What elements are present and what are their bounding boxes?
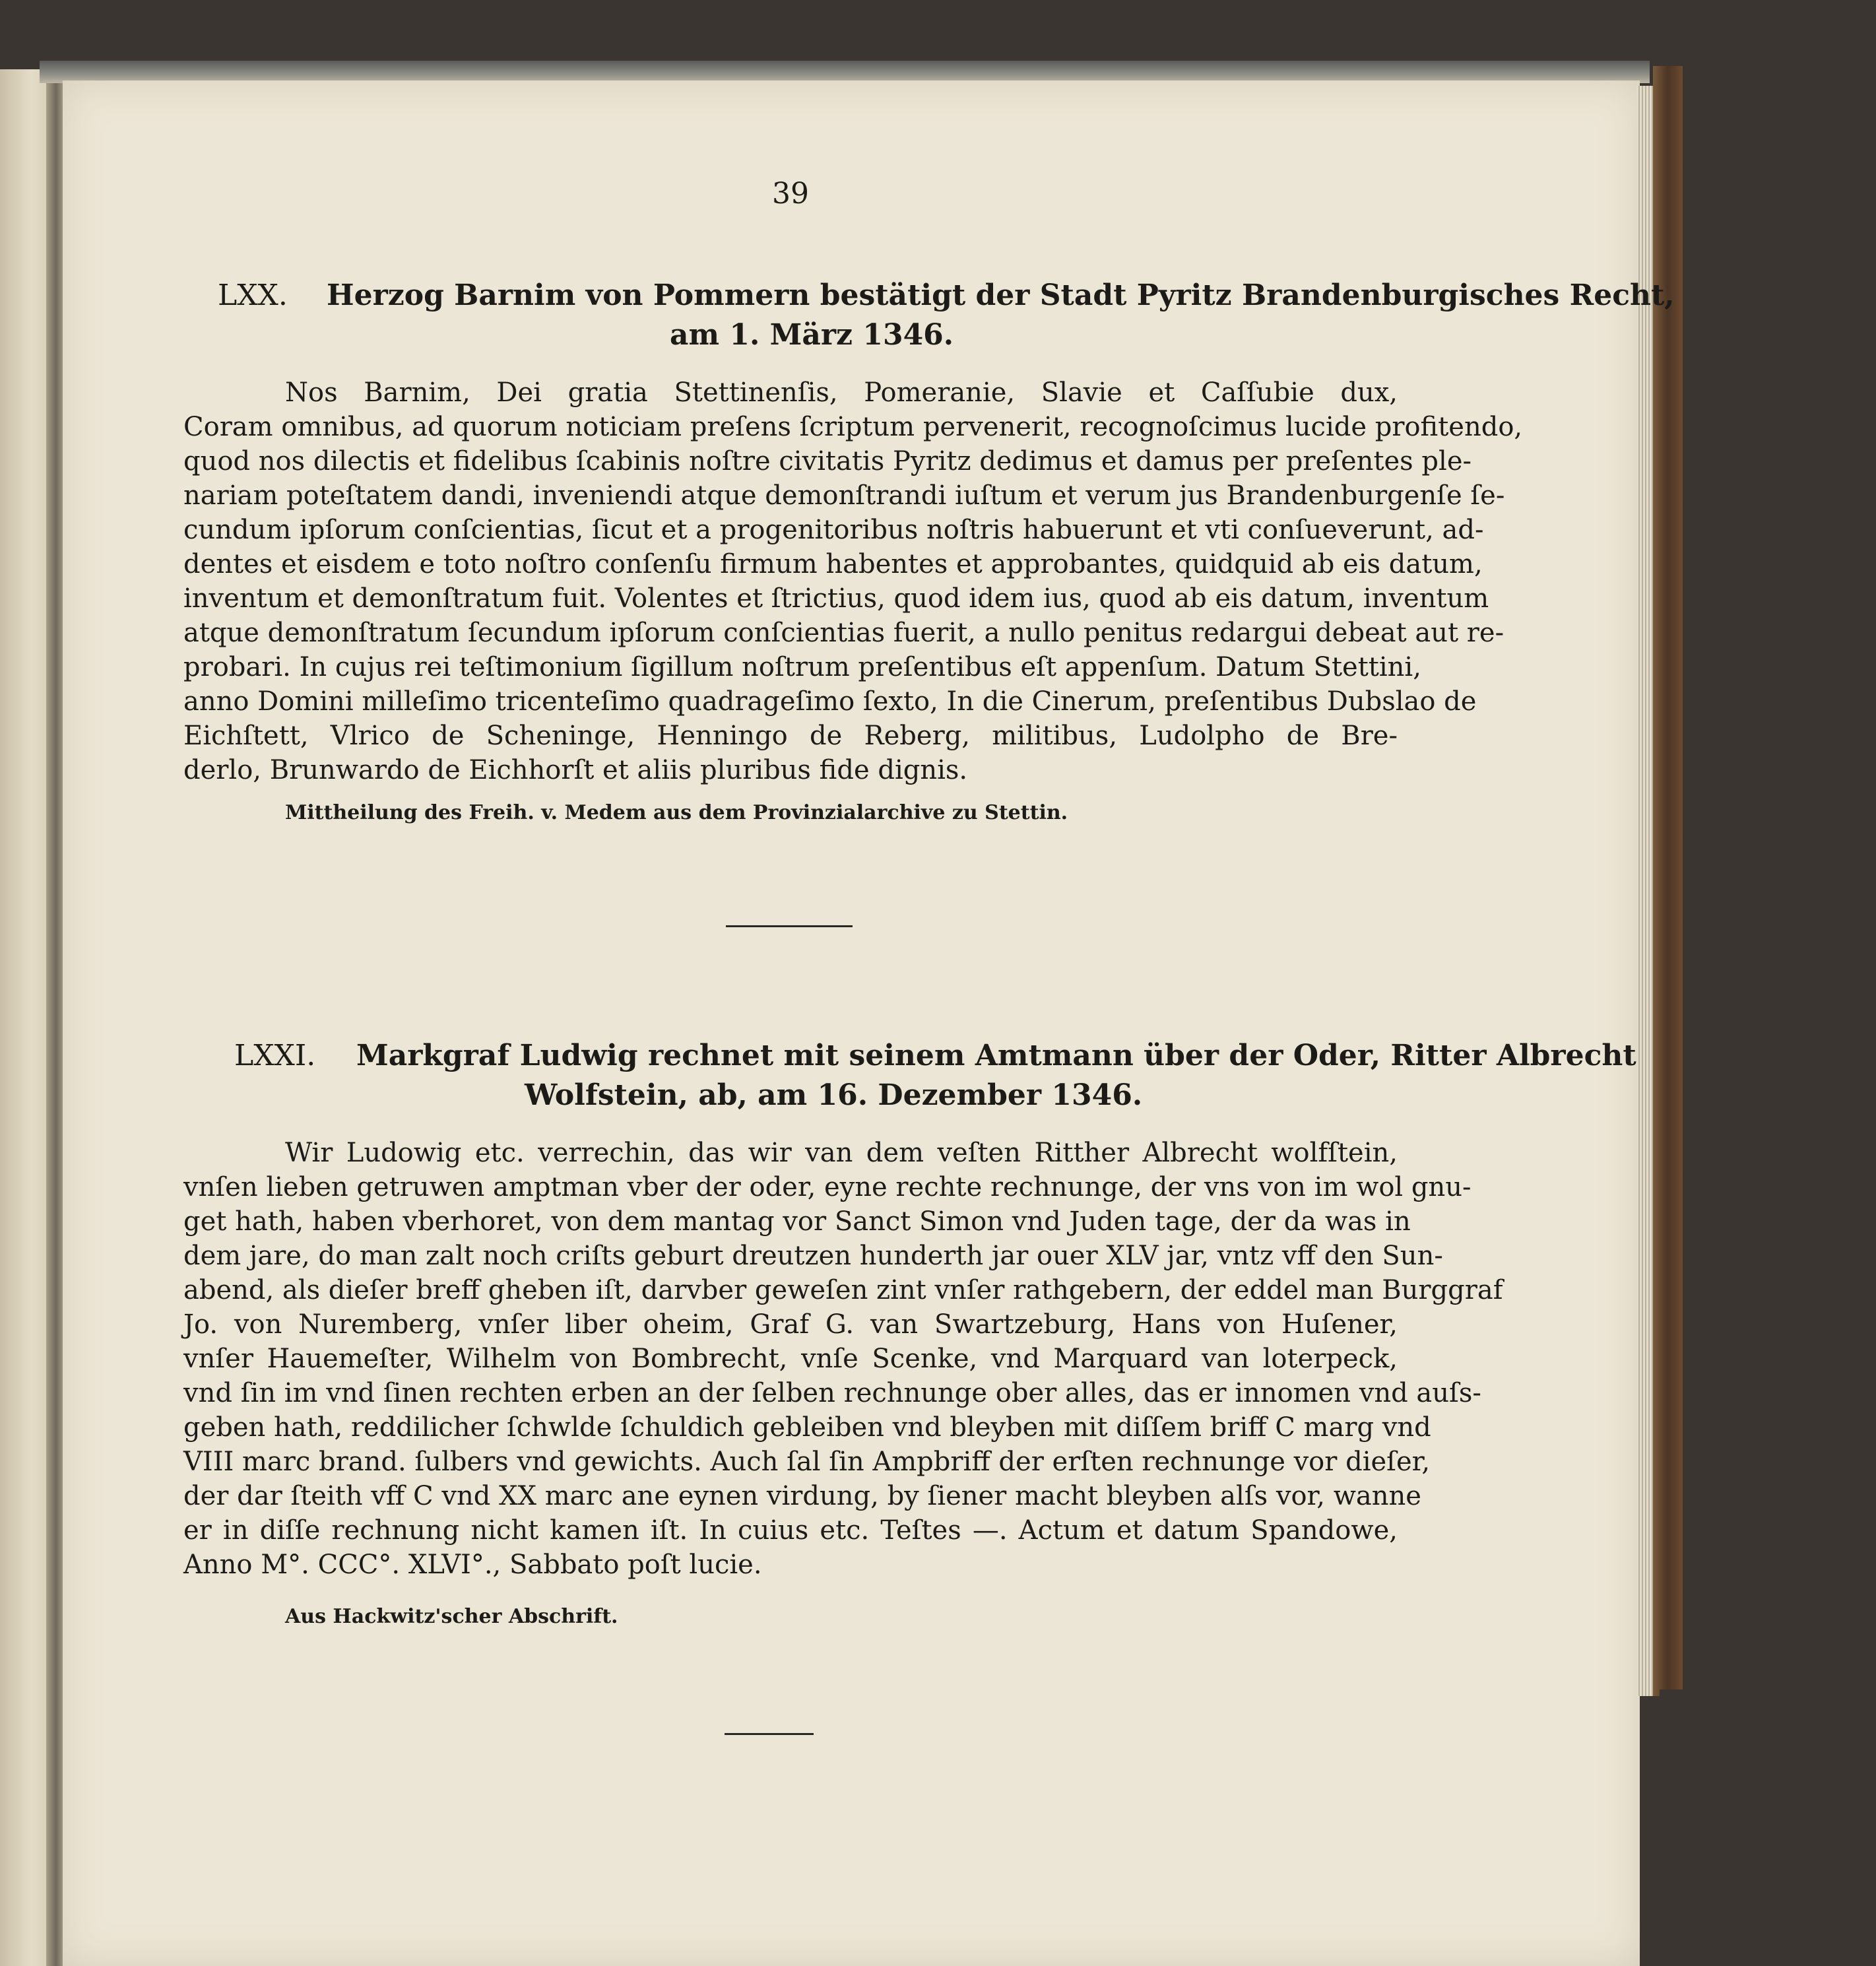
body-line: probari. In cujus rei teſtimonium ſigillum noſtrum preſentibus eſt appenſum. Datum Stettini,	[183, 652, 1421, 682]
source-note: Mittheilung des Freih. v. Medem aus dem Provinzialarchive zu Stettin.	[285, 801, 1068, 824]
body-line: dentes et eisdem e toto noſtro conſenſu firmum habentes et approbantes, quidquid ab eis datum,	[183, 549, 1483, 579]
section-divider	[726, 925, 853, 927]
body-line: er in diſſe rechnung nicht kamen iſt. In cuius etc. Teſtes —. Actum et datum Spandowe,	[183, 1515, 1398, 1546]
body-line: Jo. von Nuremberg, vnſer liber oheim, Graf G. van Swartzeburg, Hans von Huſener,	[183, 1309, 1398, 1340]
book-top-edge	[40, 61, 1650, 83]
body-line: cundum ipſorum conſcientias, ſicut et a progenitoribus noſtris habuerunt et vti conſueverunt, ad-	[183, 515, 1484, 545]
source-note: Aus Hackwitz'scher Abschrift.	[285, 1605, 618, 1628]
body-line: der dar ſteith vff C vnd XX marc ane eynen virdung, by ſiener macht bleyben alſs vor, wanne	[183, 1481, 1421, 1511]
body-line: vnſer Hauemeſter, Wilhelm von Bombrecht, vnſe Scenke, vnd Marquard van loterpeck,	[183, 1344, 1398, 1374]
section-title-line1: Herzog Barnim von Pommern bestätigt der Stadt Pyritz Brandenburgisches Recht,	[327, 279, 1675, 312]
body-line: geben hath, reddilicher ſchwlde ſchuldich gebleiben vnd bleyben mit diſſem briff C marg vnd	[183, 1412, 1431, 1443]
section-divider	[725, 1733, 814, 1735]
section-numeral: LXX.	[218, 279, 288, 312]
body-line: nariam poteſtatem dandi, inveniendi atque demonſtrandi iuſtum et verum jus Brandenburgenſe ſe-	[183, 480, 1505, 511]
body-line: Coram omnibus, ad quorum noticiam preſens ſcriptum pervenerit, recognoſcimus lucide profitendo,	[183, 412, 1523, 442]
body-line: atque demonſtratum ſecundum ipſorum conſcientias fuerit, a nullo penitus redargui debeat aut re-	[183, 618, 1504, 648]
body-line: Wir Ludowig etc. verrechin, das wir van dem veſten Ritther Albrecht wolfſtein,	[285, 1138, 1398, 1168]
background-corner	[1660, 1689, 1686, 1966]
section-title-line2: am 1. März 1346.	[670, 318, 954, 352]
body-line: derlo, Brunwardo de Eichhorſt et aliis pluribus fide dignis.	[183, 755, 968, 785]
section-title-line1: Markgraf Ludwig rechnet mit seinem Amtmann über der Oder, Ritter Albrecht	[356, 1039, 1636, 1072]
page-sheet	[63, 81, 1640, 1966]
body-line: get hath, haben vberhoret, von dem mantag vor Sanct Simon vnd Juden tage, der da was in	[183, 1206, 1411, 1237]
left-page-edge	[0, 69, 51, 1966]
body-line: abend, als dieſer breff gheben iſt, darvber geweſen zint vnſer rathgebern, der eddel man Burggraf	[183, 1275, 1503, 1305]
section-title-line2: Wolfstein, ab, am 16. Dezember 1346.	[525, 1078, 1143, 1112]
body-line: Nos Barnim, Dei gratia Stettinenſis, Pomeranie, Slavie et Caſſubie dux,	[285, 377, 1398, 408]
body-line: quod nos dilectis et fidelibus ſcabinis noſtre civitatis Pyritz dedimus et damus per preſentes ple-	[183, 446, 1472, 476]
section-numeral: LXXI.	[234, 1039, 316, 1072]
body-line: dem jare, do man zalt noch criſts geburt dreutzen hunderth jar ouer XLV jar, vntz vff den Sun-	[183, 1241, 1443, 1271]
page-number: 39	[772, 177, 809, 211]
body-line: inventum et demonſtratum fuit. Volentes et ſtrictius, quod idem ius, quod ab eis datum, inventum	[183, 583, 1489, 614]
body-line: vnſen lieben getruwen amptman vber der oder, eyne rechte rechnunge, der vns von im wol gnu-	[183, 1172, 1472, 1202]
body-line: VIII marc brand. ſulbers vnd gewichts. Auch ſal ſin Ampbriff der erſten rechnunge vor dieſer,	[183, 1447, 1431, 1477]
body-line: vnd ſin im vnd ſinen rechten erben an der ſelben rechnunge ober alles, das er innomen vnd auſs-	[183, 1378, 1481, 1408]
body-line: anno Domini milleſimo tricenteſimo quadrageſimo ſexto, In die Cinerum, preſentibus Dubslao de	[183, 686, 1477, 717]
body-line: Anno M°. CCC°. XLVI°., Sabbato poſt lucie.	[183, 1550, 762, 1580]
body-line: Eichſtett, Vlrico de Scheninge, Henningo de Reberg, militibus, Ludolpho de Bre-	[183, 721, 1398, 751]
